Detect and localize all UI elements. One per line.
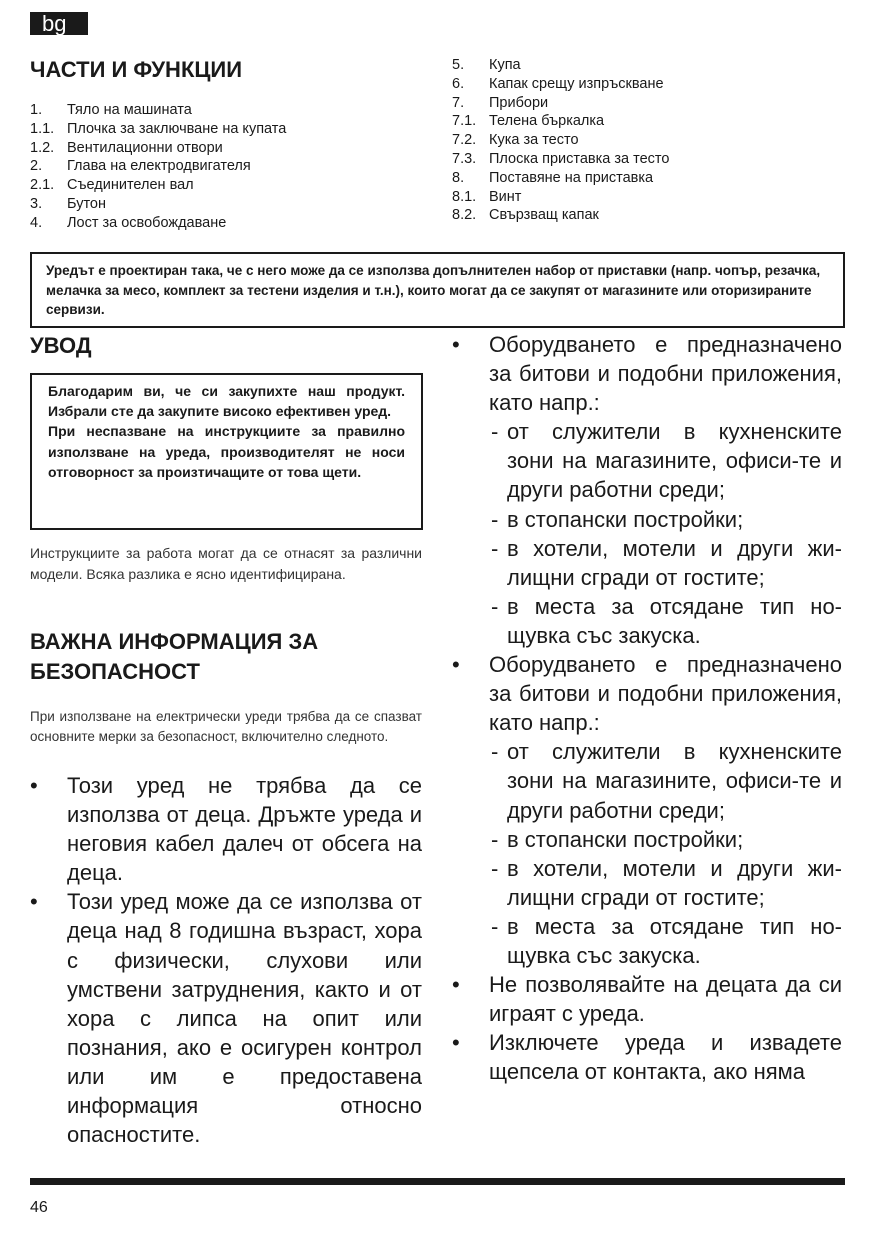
list-item: 1.2. Вентилационни отвори [30, 139, 223, 156]
parts-list-right [452, 56, 852, 225]
list-item: 2.1. Съединителен вал [30, 177, 194, 194]
sub-list-item: - в хотели, мотели и други жи-лищни сгради от гостите; [489, 854, 842, 912]
intro-box-paragraph: Благодарим ви, че си закупихте наш продукт. Избрали сте да закупите високо ефективен уред. [48, 383, 405, 420]
list-item: 4. Лост за освобождаване [30, 214, 227, 231]
sub-list-item: - от служители в кухненските зони на магазините, офиси-те и други работни среди; [489, 737, 842, 824]
list-item: • Изключете уреда и извадете щепсела от контакта, ако няма [452, 1028, 842, 1086]
list-item: 6. Капак срещу изпръскване [452, 75, 664, 92]
page-number: 46 [30, 1199, 48, 1216]
list-item: 1. Тяло на машината [30, 102, 192, 118]
parts-list-left [30, 101, 430, 233]
safety-title-line: БЕЗОПАСНОСТ [30, 659, 200, 684]
sub-list-item: - в места за отсядане тип но-щувка със закуска. [489, 912, 842, 970]
intro-box-paragraph: При неспазване на инструкциите за правилно използване на уреда, производителят не носи отговорност за произтичащите от това щети. [48, 423, 405, 480]
footer-rule [30, 1178, 845, 1185]
list-item: 2. Глава на електродвигателя [30, 158, 251, 175]
list-item: 1.1. Плочка за заключване на купата [30, 120, 287, 137]
list-item: 7.3. Плоска приставка за тесто [452, 150, 670, 167]
safety-title [30, 627, 318, 687]
parts-title: ЧАСТИ И ФУНКЦИИ [30, 57, 243, 82]
list-item: 8.1. Винт [452, 188, 522, 205]
language-badge: bg [30, 12, 88, 35]
safety-list-left [30, 771, 422, 1149]
safety-title-line: ВАЖНА ИНФОРМАЦИЯ ЗА [30, 629, 319, 654]
sub-list-item: - в хотели, мотели и други жи-лищни сгради от гостите; [489, 534, 842, 592]
intro-title: УВОД [30, 333, 92, 358]
list-item: 7. Прибори [452, 94, 549, 111]
intro-text: Инструкциите за работа могат да се отнасят за различни модели. Всяка разлика е ясно идентифицирана. [30, 545, 422, 582]
sub-list-item: - от служители в кухненските зони на магазините, офиси-те и други работни среди; [489, 417, 842, 504]
list-item: 8. Поставяне на приставка [452, 169, 654, 186]
list-item: 8.2. Свързващ капак [452, 207, 599, 224]
list-item: • Този уред не трябва да се използва от деца. Дръжте уреда и неговия кабел далеч от обсега на деца. [30, 771, 422, 887]
sub-list-item: - в стопански постройки; [489, 505, 842, 534]
sub-list [489, 417, 842, 650]
sub-list-item: - в места за отсядане тип но-щувка със закуска. [489, 592, 842, 650]
list-item: • Не позволявайте на децата да си играят с уреда. [452, 970, 842, 1028]
list-item: 5. Купа [452, 57, 521, 73]
list-item: • Този уред може да се използва от деца над 8 годишна възраст, хора с физически, слухови или умствени затруднения, както и от хора с липса на опит или познания, ако е осигурен контрол или им е предоставена информация относно опасностите. [30, 887, 422, 1149]
safety-list-right [452, 330, 842, 1086]
accessories-notice: Уредът е проектиран така, че с него може да се използва допълнителен набор от приставки (напр. чопър, резачка, мелачка за месо, комплект за тестени изделия и т.н.), които могат да се закупят от магазините или оторизираните сервизи. [30, 252, 845, 328]
list-item: 3. Бутон [30, 195, 106, 212]
sub-list [489, 737, 842, 970]
list-item: • Оборудването е предназначено за битови и подобни приложения, като напр.: [452, 330, 842, 417]
list-item: • Оборудването е предназначено за битови и подобни приложения, като напр.: [452, 650, 842, 737]
sub-list-item: - в стопански постройки; [489, 825, 842, 854]
list-item: 7.2. Кука за тесто [452, 132, 579, 149]
list-item: 7.1. Телена бъркалка [452, 113, 605, 130]
intro-box [30, 373, 423, 530]
safety-intro-text: При използване на електрически уреди трябва да се спазват основните мерки за безопасност, включително следното. [30, 709, 422, 744]
